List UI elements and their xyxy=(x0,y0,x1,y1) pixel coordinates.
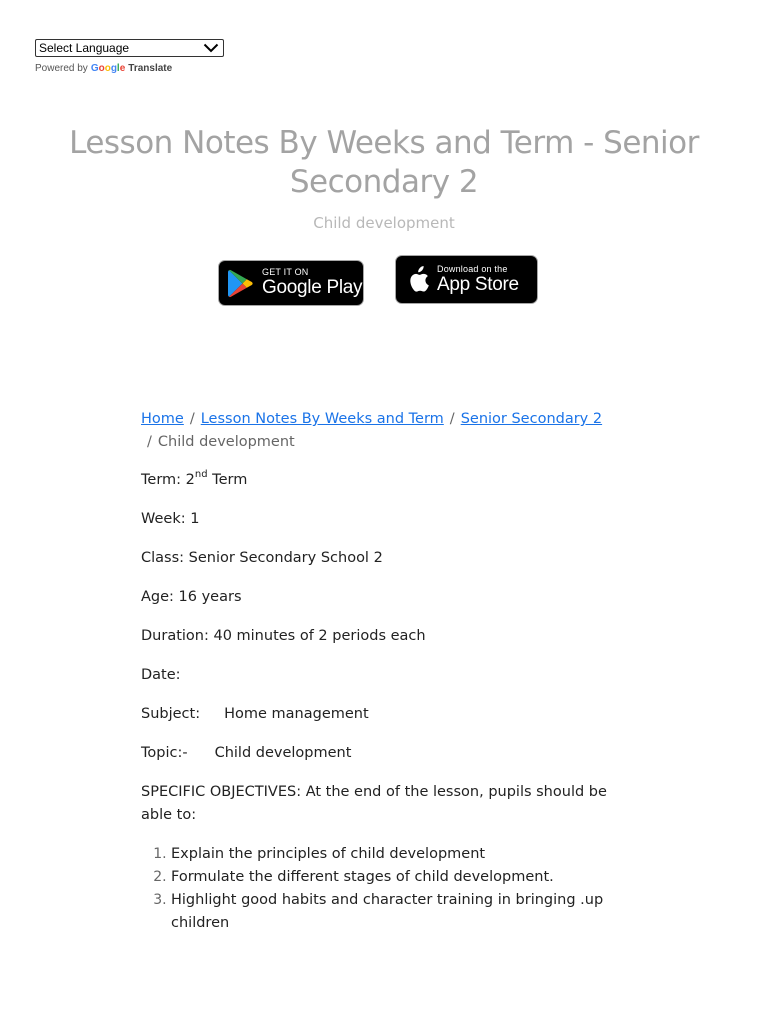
topic-value: Child development xyxy=(214,745,352,761)
breadcrumb-separator: / xyxy=(449,411,455,427)
list-item: 1. Explain the principles of child development xyxy=(171,843,611,866)
chevron-down-icon xyxy=(203,43,219,53)
google-logo: Google xyxy=(90,63,126,74)
translate-text: Translate xyxy=(128,63,173,74)
term-field: Term: 2nd Term xyxy=(141,469,248,488)
list-item: 2. Formulate the different stages of child development. xyxy=(171,866,611,889)
age-field: Age: 16 years xyxy=(141,589,242,605)
objectives-intro: SPECIFIC OBJECTIVES: At the end of the lesson, pupils should be able to: xyxy=(141,784,607,823)
page-title: Lesson Notes By Weeks and Term - Senior Secondary 2 xyxy=(69,125,699,200)
topic-label: Topic:- xyxy=(141,745,188,761)
class-field: Class: Senior Secondary School 2 xyxy=(141,550,383,566)
list-item: 3. Highlight good habits and character training in bringing .up children xyxy=(171,889,611,935)
lesson-content xyxy=(141,408,611,935)
app-store-badge[interactable] xyxy=(395,255,538,304)
subject-label: Subject: xyxy=(141,706,201,722)
breadcrumb-current-line xyxy=(141,431,611,454)
breadcrumb-separator: / xyxy=(189,411,195,427)
google-play-text: Google Play xyxy=(262,277,363,298)
app-store-text: App Store xyxy=(437,273,519,295)
subject-field xyxy=(141,703,611,726)
get-it-on-text: GET IT ON xyxy=(262,267,309,277)
page-subtitle: Child development xyxy=(313,214,455,232)
apple-icon xyxy=(407,266,429,293)
language-select-label: Select Language xyxy=(39,41,130,55)
download-on-the-text: Download on the xyxy=(437,263,508,274)
subject-value: Home management xyxy=(224,706,369,722)
google-play-badge[interactable] xyxy=(218,260,364,306)
breadcrumb-lesson-notes-link[interactable]: Lesson Notes By Weeks and Term xyxy=(200,411,444,427)
breadcrumb-separator: / xyxy=(147,434,152,450)
google-play-icon xyxy=(228,269,254,298)
duration-field: Duration: 40 minutes of 2 periods each xyxy=(141,628,426,644)
objectives-list xyxy=(141,843,611,935)
powered-by-text: Powered by xyxy=(35,63,88,74)
google-translate-widget xyxy=(35,39,224,75)
week-field: Week: 1 xyxy=(141,511,200,527)
page-header xyxy=(60,124,708,232)
date-field: Date: xyxy=(141,667,181,683)
app-store-badge-text xyxy=(437,264,519,296)
breadcrumb-home-link[interactable]: Home xyxy=(141,411,184,427)
breadcrumb-senior-secondary-link[interactable]: Senior Secondary 2 xyxy=(460,411,603,427)
term-superscript: nd xyxy=(194,469,208,481)
breadcrumb xyxy=(141,408,611,454)
language-select[interactable] xyxy=(35,39,224,57)
topic-field xyxy=(141,742,611,765)
google-play-badge-text xyxy=(262,267,362,299)
breadcrumb-current: Child development xyxy=(157,434,295,450)
powered-by-google-translate[interactable] xyxy=(35,63,224,75)
